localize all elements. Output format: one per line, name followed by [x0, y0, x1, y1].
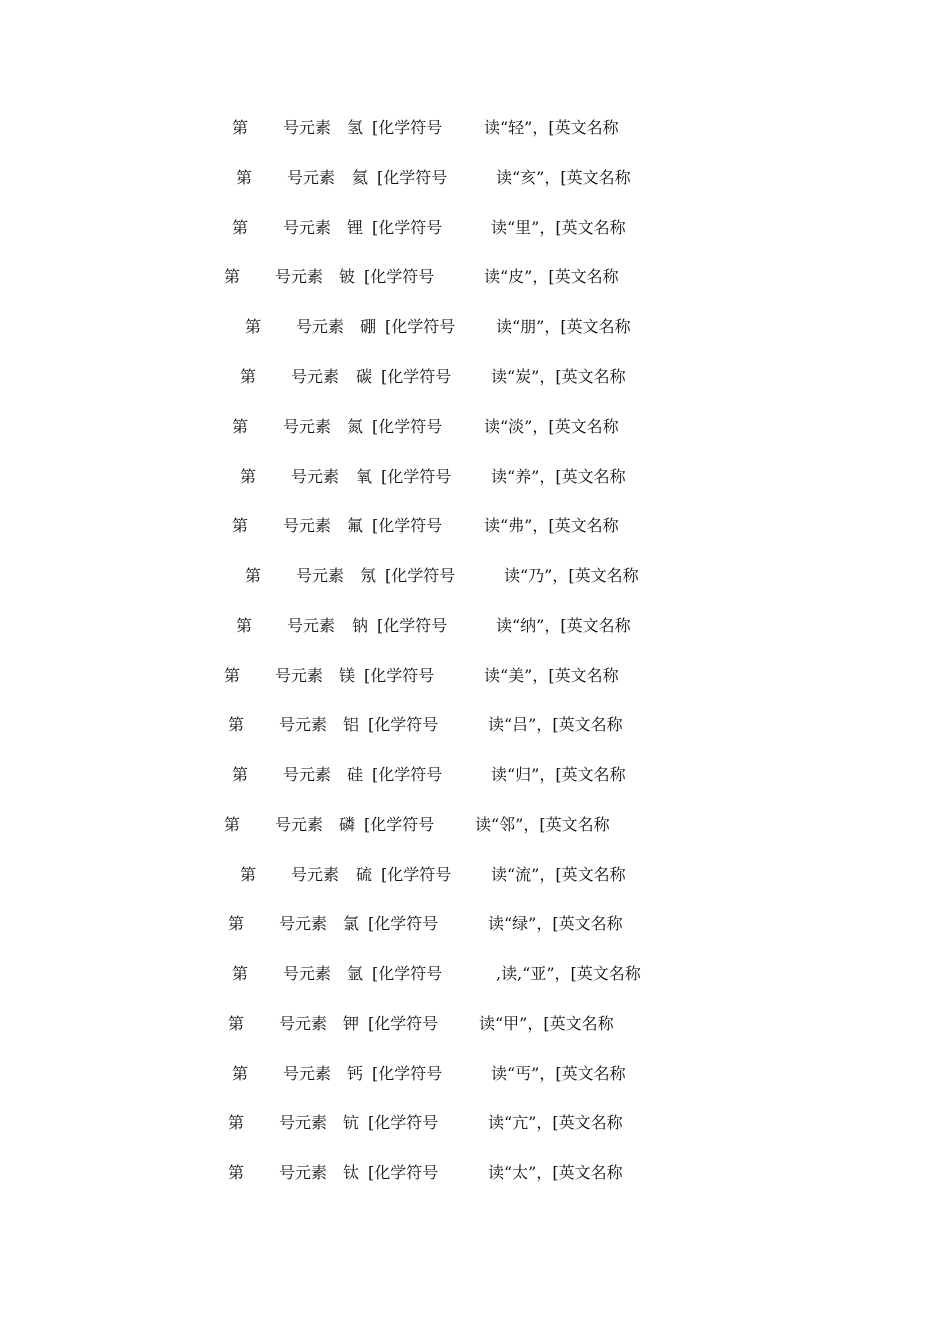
reading-and-english-label: 读“绿”，[英文名称 — [488, 914, 623, 933]
element-name: 钪 — [343, 1113, 360, 1132]
row-number-label: 号元素 — [283, 516, 332, 535]
reading-and-english-label: 读“养”，[英文名称 — [491, 467, 626, 486]
symbol-label: [化学符号 — [368, 715, 439, 734]
row-number-label: 号元素 — [283, 1064, 332, 1083]
row-prefix: 第 — [232, 765, 249, 784]
element-row — [0, 1161, 950, 1185]
element-row — [0, 1012, 950, 1036]
row-prefix: 第 — [236, 616, 253, 635]
symbol-label: [化学符号 — [377, 616, 448, 635]
reading-and-english-label: 读“淡”，[英文名称 — [484, 417, 619, 436]
row-number-label: 号元素 — [296, 566, 345, 585]
element-row — [0, 713, 950, 737]
element-name: 锂 — [347, 218, 364, 237]
element-row — [0, 365, 950, 389]
row-prefix: 第 — [224, 666, 241, 685]
symbol-label: [化学符号 — [372, 765, 443, 784]
reading-and-english-label: 读“里”，[英文名称 — [491, 218, 626, 237]
reading-and-english-label: 读“炭”，[英文名称 — [491, 367, 626, 386]
element-row — [0, 216, 950, 240]
row-prefix: 第 — [232, 1064, 249, 1083]
symbol-label: [化学符号 — [372, 218, 443, 237]
row-prefix: 第 — [236, 168, 253, 187]
element-name: 钾 — [343, 1014, 360, 1033]
row-prefix: 第 — [245, 317, 262, 336]
symbol-label: [化学符号 — [372, 516, 443, 535]
element-name: 氯 — [343, 914, 360, 933]
element-name: 氦 — [352, 168, 369, 187]
reading-and-english-label: 读“轻”，[英文名称 — [484, 118, 619, 137]
row-number-label: 号元素 — [279, 1113, 328, 1132]
element-name: 氧 — [356, 467, 373, 486]
row-number-label: 号元素 — [287, 616, 336, 635]
reading-and-english-label: 读“归”，[英文名称 — [491, 765, 626, 784]
symbol-label: [化学符号 — [372, 964, 443, 983]
row-number-label: 号元素 — [279, 1014, 328, 1033]
reading-and-english-label: 读“邻”，[英文名称 — [475, 815, 610, 834]
element-name: 氟 — [347, 516, 364, 535]
element-row — [0, 863, 950, 887]
symbol-label: [化学符号 — [368, 1163, 439, 1182]
row-number-label: 号元素 — [291, 367, 340, 386]
row-number-label: 号元素 — [279, 715, 328, 734]
element-row — [0, 813, 950, 837]
row-number-label: 号元素 — [283, 417, 332, 436]
element-row — [0, 912, 950, 936]
reading-and-english-label: 读“纳”，[英文名称 — [496, 616, 631, 635]
row-prefix: 第 — [228, 1113, 245, 1132]
row-number-label: 号元素 — [296, 317, 345, 336]
symbol-label: [化学符号 — [377, 168, 448, 187]
row-number-label: 号元素 — [279, 1163, 328, 1182]
row-prefix: 第 — [240, 865, 257, 884]
element-name: 铍 — [339, 267, 356, 286]
element-row — [0, 315, 950, 339]
reading-and-english-label: 读“亢”，[英文名称 — [488, 1113, 623, 1132]
element-row — [0, 116, 950, 140]
element-name: 钠 — [352, 616, 369, 635]
symbol-label: [化学符号 — [368, 1113, 439, 1132]
reading-and-english-label: 读“美”，[英文名称 — [484, 666, 619, 685]
row-number-label: 号元素 — [283, 765, 332, 784]
element-row — [0, 415, 950, 439]
row-prefix: 第 — [232, 218, 249, 237]
row-number-label: 号元素 — [275, 815, 324, 834]
element-row — [0, 614, 950, 638]
reading-and-english-label: 读“朋”，[英文名称 — [496, 317, 631, 336]
row-prefix: 第 — [240, 467, 257, 486]
reading-and-english-label: 读“弗”，[英文名称 — [484, 516, 619, 535]
reading-and-english-label: 读“太”，[英文名称 — [488, 1163, 623, 1182]
element-name: 氮 — [347, 417, 364, 436]
reading-and-english-label: 读“吕”，[英文名称 — [488, 715, 623, 734]
element-name: 硅 — [347, 765, 364, 784]
symbol-label: [化学符号 — [364, 267, 435, 286]
row-number-label: 号元素 — [283, 218, 332, 237]
reading-and-english-label: 读“乃”，[英文名称 — [504, 566, 639, 585]
row-number-label: 号元素 — [291, 865, 340, 884]
row-number-label: 号元素 — [291, 467, 340, 486]
reading-and-english-label: ,读,“亚”，[英文名称 — [496, 964, 641, 983]
element-name: 镁 — [339, 666, 356, 685]
reading-and-english-label: 读“甲”，[英文名称 — [479, 1014, 614, 1033]
row-prefix: 第 — [224, 815, 241, 834]
element-row — [0, 1111, 950, 1135]
symbol-label: [化学符号 — [381, 865, 452, 884]
row-prefix: 第 — [232, 516, 249, 535]
element-name: 钛 — [343, 1163, 360, 1182]
symbol-label: [化学符号 — [364, 666, 435, 685]
element-row — [0, 465, 950, 489]
row-prefix: 第 — [224, 267, 241, 286]
element-row — [0, 763, 950, 787]
row-number-label: 号元素 — [283, 964, 332, 983]
element-row — [0, 514, 950, 538]
row-prefix: 第 — [232, 964, 249, 983]
symbol-label: [化学符号 — [364, 815, 435, 834]
element-row — [0, 962, 950, 986]
symbol-label: [化学符号 — [368, 1014, 439, 1033]
symbol-label: [化学符号 — [372, 1064, 443, 1083]
row-prefix: 第 — [245, 566, 262, 585]
element-name: 氢 — [347, 118, 364, 137]
row-prefix: 第 — [228, 1163, 245, 1182]
element-name: 磷 — [339, 815, 356, 834]
symbol-label: [化学符号 — [381, 367, 452, 386]
element-row — [0, 265, 950, 289]
symbol-label: [化学符号 — [372, 118, 443, 137]
row-prefix: 第 — [228, 715, 245, 734]
element-name: 钙 — [347, 1064, 364, 1083]
element-name: 氩 — [347, 964, 364, 983]
row-prefix: 第 — [228, 914, 245, 933]
symbol-label: [化学符号 — [385, 317, 456, 336]
symbol-label: [化学符号 — [368, 914, 439, 933]
element-name: 硫 — [356, 865, 373, 884]
element-row — [0, 664, 950, 688]
symbol-label: [化学符号 — [372, 417, 443, 436]
row-number-label: 号元素 — [283, 118, 332, 137]
element-row — [0, 1062, 950, 1086]
symbol-label: [化学符号 — [385, 566, 456, 585]
reading-and-english-label: 读“丐”，[英文名称 — [491, 1064, 626, 1083]
symbol-label: [化学符号 — [381, 467, 452, 486]
row-number-label: 号元素 — [287, 168, 336, 187]
row-number-label: 号元素 — [279, 914, 328, 933]
row-prefix: 第 — [228, 1014, 245, 1033]
element-row — [0, 166, 950, 190]
row-prefix: 第 — [240, 367, 257, 386]
element-name: 碳 — [356, 367, 373, 386]
reading-and-english-label: 读“亥”，[英文名称 — [496, 168, 631, 187]
element-name: 铝 — [343, 715, 360, 734]
element-name: 氖 — [360, 566, 377, 585]
reading-and-english-label: 读“皮”，[英文名称 — [484, 267, 619, 286]
row-prefix: 第 — [232, 417, 249, 436]
element-name: 硼 — [360, 317, 377, 336]
row-prefix: 第 — [232, 118, 249, 137]
row-number-label: 号元素 — [275, 267, 324, 286]
row-number-label: 号元素 — [275, 666, 324, 685]
reading-and-english-label: 读“流”，[英文名称 — [491, 865, 626, 884]
element-row — [0, 564, 950, 588]
